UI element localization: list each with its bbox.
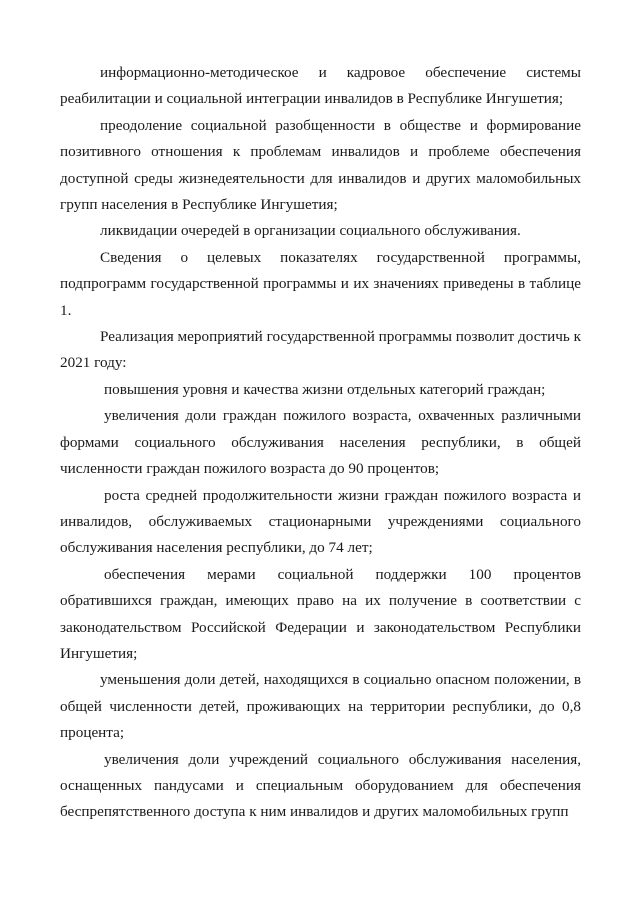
paragraph-3: ликвидации очередей в организации социального обслуживания.	[100, 222, 521, 240]
paragraph-1: информационно-методическое и кадровое обеспечение системы реабилитации и социальной интеграции инвалидов в Республике Ингушетия;	[60, 64, 581, 108]
paragraph-6: повышения уровня и качества жизни отдельных категорий граждан;	[104, 380, 546, 398]
paragraph-11: увеличения доли учреждений социального обслуживания населения, оснащенных пандусами и специальным оборудованием для обеспечения беспрепятственного доступа к ним инвалидов и других маломобильных групп	[60, 750, 581, 821]
paragraph-7: увеличения доли граждан пожилого возраста, охваченных различными формами социального обслуживания населения республики, в общей численности граждан пожилого возраста до 90 процентов;	[60, 407, 581, 478]
paragraph-4: Сведения о целевых показателях государственной программы, подпрограмм государственной программы и их значениях приведены в таблице 1.	[60, 248, 581, 319]
paragraph-10: уменьшения доли детей, находящихся в социально опасном положении, в общей численности детей, проживающих на территории республики, до 0,8 процента;	[60, 671, 581, 742]
paragraph-2: преодоление социальной разобщенности в обществе и формирование позитивного отношения к проблемам инвалидов и проблеме обеспечения доступной среды жизнедеятельности для инвалидов и других маломобильных групп населения в Республике Ингушетия;	[60, 116, 581, 214]
paragraph-8: роста средней продолжительности жизни граждан пожилого возраста и инвалидов, обслуживаемых стационарными учреждениями социального обслуживания населения республики, до 74 лет;	[60, 486, 581, 557]
paragraph-5: Реализация мероприятий государственной программы позволит достичь к 2021 году:	[60, 328, 582, 372]
paragraph-9: обеспечения мерами социальной поддержки 100 процентов обратившихся граждан, имеющих право на их получение в соответствии с законодательством Российской Федерации и законодательством Республики Ингушетия;	[60, 565, 581, 662]
